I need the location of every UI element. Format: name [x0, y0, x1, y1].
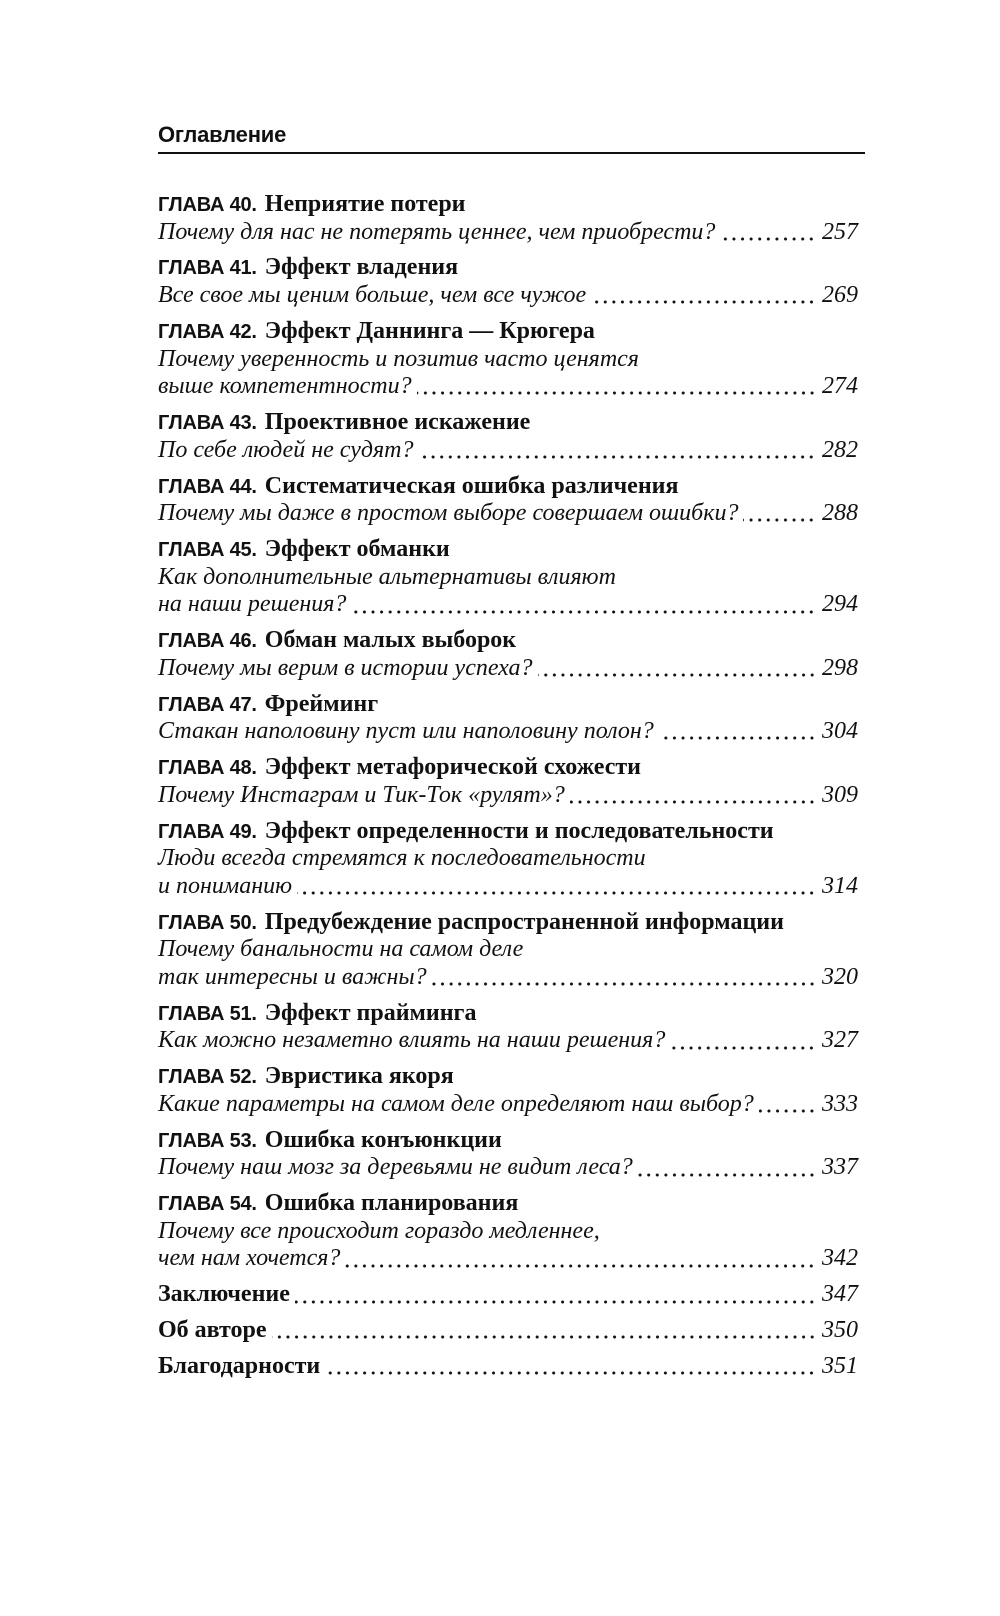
toc-entry-acknowledgements — [158, 1353, 858, 1381]
chapter-heading — [158, 473, 858, 501]
dot-leader — [570, 782, 816, 810]
chapter-heading — [158, 691, 858, 719]
toc-entry-chapter-51 — [158, 1000, 858, 1055]
chapter-heading — [158, 409, 858, 437]
chapter-heading — [158, 254, 858, 282]
chapter-subtitle-line — [158, 655, 858, 683]
chapter-title: Эффект метафорической схожести — [264, 754, 641, 781]
dot-leader — [418, 437, 816, 465]
toc-entry-chapter-45 — [158, 536, 858, 619]
dot-leader — [295, 1281, 816, 1309]
chapter-title: Фрейминг — [264, 690, 379, 717]
dot-leader — [670, 1027, 816, 1055]
chapter-title: Ошибка планирования — [264, 1190, 519, 1217]
chapter-subtitle: на наши решения? — [158, 591, 347, 618]
chapter-subtitle-line — [158, 1245, 858, 1273]
page-number: 294 — [822, 591, 858, 618]
chapter-subtitle-line — [158, 564, 858, 592]
header-rule — [158, 152, 865, 154]
page-number: 333 — [822, 1090, 858, 1117]
chapter-title: Эвристика якоря — [264, 1063, 454, 1090]
chapter-number: ГЛАВА 41. — [158, 257, 257, 280]
toc-entry-chapter-49 — [158, 818, 858, 901]
chapter-heading — [158, 1063, 858, 1091]
dot-leader — [417, 373, 816, 401]
chapter-subtitle: Какие параметры на самом деле определяют наш выбор? — [158, 1090, 754, 1117]
page-number: 269 — [822, 282, 858, 309]
back-matter-title: Благодарности — [158, 1353, 321, 1380]
dot-leader — [743, 500, 816, 528]
chapter-number: ГЛАВА 42. — [158, 320, 257, 343]
chapter-title: Эффект определенности и последовательности — [264, 817, 774, 844]
chapter-subtitle-line — [158, 219, 858, 247]
chapter-heading — [158, 909, 858, 937]
toc-entry-chapter-42 — [158, 318, 858, 401]
chapter-number: ГЛАВА 54. — [158, 1193, 257, 1216]
chapter-number: ГЛАВА 52. — [158, 1066, 257, 1089]
dot-leader — [351, 591, 816, 619]
chapter-heading — [158, 318, 858, 346]
chapter-number: ГЛАВА 51. — [158, 1002, 257, 1025]
chapter-heading — [158, 1190, 858, 1218]
page-number: 351 — [822, 1353, 858, 1380]
toc-entry-chapter-40 — [158, 191, 858, 246]
chapter-subtitle: Люди всегда стремятся к последовательности — [158, 845, 646, 872]
chapter-subtitle-line — [158, 845, 858, 873]
chapter-subtitle-line — [158, 346, 858, 374]
chapter-heading — [158, 627, 858, 655]
chapter-number: ГЛАВА 43. — [158, 412, 257, 435]
chapter-subtitle: Почему мы даже в простом выборе совершаем ошибки? — [158, 500, 739, 527]
chapter-subtitle: Почему мы верим в истории успеха? — [158, 654, 533, 681]
toc-entry-chapter-43 — [158, 409, 858, 464]
dot-leader — [638, 1154, 816, 1182]
chapter-title: Эффект обманки — [264, 536, 450, 563]
toc-entry-chapter-52 — [158, 1063, 858, 1118]
chapter-title: Обман малых выборок — [264, 627, 517, 654]
chapter-heading — [158, 1000, 858, 1028]
chapter-number: ГЛАВА 48. — [158, 757, 257, 780]
chapter-subtitle: так интересны и важны? — [158, 963, 427, 990]
chapter-number: ГЛАВА 49. — [158, 820, 257, 843]
page-number: 342 — [822, 1245, 858, 1272]
chapter-title: Систематическая ошибка различения — [264, 472, 679, 499]
chapter-number: ГЛАВА 40. — [158, 194, 257, 216]
page-number: 274 — [822, 373, 858, 400]
toc-entry-chapter-54 — [158, 1190, 858, 1273]
chapter-subtitle-line — [158, 1091, 858, 1119]
chapter-subtitle: чем нам хочется? — [158, 1245, 341, 1272]
chapter-subtitle: и пониманию — [158, 872, 293, 899]
page-number: 298 — [822, 654, 858, 681]
toc-entry-about-author — [158, 1317, 858, 1345]
table-of-contents — [158, 191, 858, 1389]
dot-leader — [538, 655, 816, 683]
toc-entry-chapter-53 — [158, 1127, 858, 1182]
dot-leader — [759, 1091, 816, 1119]
page-number: 257 — [822, 218, 858, 245]
chapter-title: Ошибка конъюнкции — [264, 1126, 502, 1153]
page-title: Оглавление — [158, 122, 287, 147]
chapter-subtitle-line — [158, 782, 858, 810]
chapter-heading — [158, 754, 858, 782]
dot-leader — [272, 1317, 816, 1345]
chapter-subtitle-line — [158, 500, 858, 528]
toc-entry-chapter-46 — [158, 627, 858, 682]
chapter-title: Эффект Даннинга — Крюгера — [264, 317, 595, 344]
chapter-title: Предубеждение распространенной информации — [264, 908, 784, 935]
dot-leader — [659, 718, 816, 746]
chapter-subtitle: Почему банальности на самом деле — [158, 936, 524, 963]
chapter-subtitle-line — [158, 718, 858, 746]
chapter-subtitle-line — [158, 591, 858, 619]
page-number: 327 — [822, 1027, 858, 1054]
chapter-subtitle-line — [158, 437, 858, 465]
page-number: 304 — [822, 718, 858, 745]
chapter-subtitle: Как дополнительные альтернативы влияют — [158, 563, 616, 590]
back-matter-title: Заключение — [158, 1281, 290, 1308]
chapter-title: Проективное искажение — [264, 409, 531, 436]
chapter-number: ГЛАВА 47. — [158, 693, 257, 716]
chapter-subtitle-line — [158, 1027, 858, 1055]
chapter-subtitle-line — [158, 964, 858, 992]
back-matter-line — [158, 1281, 858, 1309]
chapter-heading — [158, 818, 858, 846]
chapter-subtitle: Все свое мы ценим больше, чем все чужое — [158, 282, 587, 309]
page-number: 350 — [822, 1317, 858, 1344]
chapter-subtitle: Как можно незаметно влиять на наши решения? — [158, 1027, 666, 1054]
dot-leader — [720, 219, 816, 247]
chapter-subtitle-line — [158, 1154, 858, 1182]
toc-entry-chapter-44 — [158, 473, 858, 528]
chapter-number: ГЛАВА 45. — [158, 539, 257, 562]
dot-leader — [297, 873, 816, 901]
dot-leader — [432, 964, 816, 992]
chapter-subtitle: Почему уверенность и позитив часто ценятся — [158, 345, 639, 372]
chapter-subtitle: Почему Инстаграм и Тик-Ток «рулят»? — [158, 781, 565, 808]
page-number: 320 — [822, 963, 858, 990]
toc-entry-conclusion — [158, 1281, 858, 1309]
toc-entry-chapter-41 — [158, 254, 858, 309]
chapter-title: Эффект прайминга — [264, 999, 477, 1026]
chapter-title: Неприятие потери — [264, 191, 466, 217]
back-matter-line — [158, 1353, 858, 1381]
chapter-subtitle-line — [158, 282, 858, 310]
chapter-subtitle: Почему для нас не потерять ценнее, чем приобрести? — [158, 218, 716, 245]
chapter-heading — [158, 191, 858, 219]
chapter-subtitle-line — [158, 373, 858, 401]
back-matter-line — [158, 1317, 858, 1345]
chapter-subtitle: Почему все происходит гораздо медленнее, — [158, 1217, 600, 1244]
chapter-number: ГЛАВА 46. — [158, 630, 257, 653]
page-number: 288 — [822, 500, 858, 527]
chapter-subtitle: Почему наш мозг за деревьями не видит леса? — [158, 1154, 633, 1181]
dot-leader — [591, 282, 816, 310]
chapter-subtitle-line — [158, 873, 858, 901]
chapter-title: Эффект владения — [264, 254, 459, 281]
chapter-subtitle: По себе людей не судят? — [158, 436, 414, 463]
chapter-number: ГЛАВА 50. — [158, 911, 257, 934]
chapter-subtitle-line — [158, 936, 858, 964]
toc-entry-chapter-47 — [158, 691, 858, 746]
page-number: 347 — [822, 1281, 858, 1308]
chapter-heading — [158, 536, 858, 564]
toc-entry-chapter-50 — [158, 909, 858, 992]
chapter-subtitle: выше компетентности? — [158, 373, 412, 400]
chapter-subtitle: Стакан наполовину пуст или наполовину полон? — [158, 718, 654, 745]
chapter-heading — [158, 1127, 858, 1155]
chapter-number: ГЛАВА 44. — [158, 475, 257, 498]
page-number: 314 — [822, 872, 858, 899]
chapter-number: ГЛАВА 53. — [158, 1129, 257, 1152]
page-number: 337 — [822, 1154, 858, 1181]
page-number: 309 — [822, 781, 858, 808]
back-matter-title: Об авторе — [158, 1317, 267, 1344]
chapter-subtitle-line — [158, 1218, 858, 1246]
page-number: 282 — [822, 436, 858, 463]
toc-entry-chapter-48 — [158, 754, 858, 809]
dot-leader — [345, 1245, 816, 1273]
dot-leader — [325, 1353, 816, 1381]
